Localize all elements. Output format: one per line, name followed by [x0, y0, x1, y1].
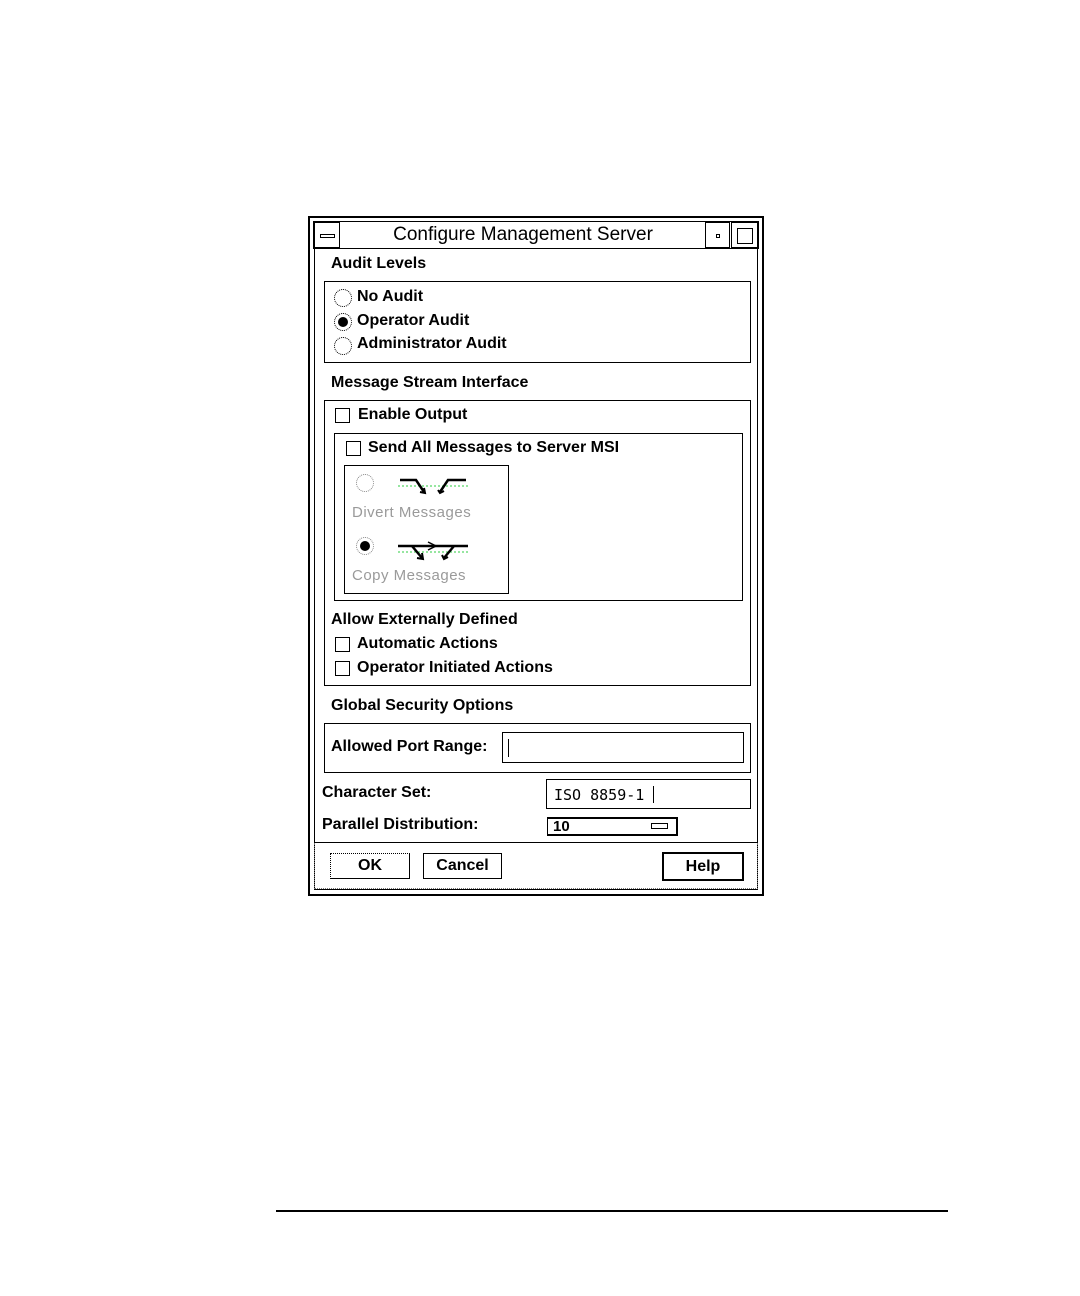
administrator-audit-radio[interactable]: [334, 337, 352, 355]
no-audit-radio[interactable]: [334, 289, 352, 307]
send-all-label[interactable]: Send All Messages to Server MSI: [368, 439, 620, 456]
copy-messages-icon: [398, 540, 468, 562]
maximize-icon: [737, 228, 753, 244]
operator-audit-radio[interactable]: [334, 313, 352, 331]
audit-levels-label: Audit Levels: [331, 255, 427, 272]
text-cursor-icon: [653, 786, 654, 803]
character-set-input[interactable]: [546, 779, 751, 809]
minimize-button[interactable]: [705, 222, 730, 248]
parallel-distribution-value: 10: [553, 818, 570, 835]
ok-button[interactable]: OK: [330, 853, 410, 879]
maximize-button[interactable]: [731, 222, 758, 248]
window-title: Configure Management Server: [393, 224, 653, 245]
operator-initiated-actions-checkbox[interactable]: [335, 661, 350, 676]
copy-messages-label: Copy Messages: [352, 567, 467, 584]
allow-externally-defined-label: Allow Externally Defined: [331, 611, 518, 628]
global-security-label: Global Security Options: [331, 697, 514, 714]
character-set-label: Character Set:: [322, 784, 432, 801]
help-button[interactable]: Help: [662, 852, 744, 881]
character-set-value: ISO 8859-1: [554, 786, 645, 804]
page-footer-rule: [276, 1210, 948, 1212]
minimize-icon: [716, 234, 720, 238]
operator-initiated-actions-label[interactable]: Operator Initiated Actions: [357, 659, 553, 676]
parallel-distribution-label: Parallel Distribution:: [322, 816, 479, 833]
enable-output-checkbox[interactable]: [335, 408, 350, 423]
automatic-actions-checkbox[interactable]: [335, 637, 350, 652]
divert-messages-radio[interactable]: [356, 474, 374, 492]
window-menu-button[interactable]: [314, 222, 340, 248]
automatic-actions-label[interactable]: Automatic Actions: [357, 635, 498, 652]
no-audit-label[interactable]: No Audit: [357, 288, 424, 305]
send-all-checkbox[interactable]: [346, 441, 361, 456]
divert-messages-icon: [398, 478, 468, 498]
msi-section-label: Message Stream Interface: [331, 374, 529, 391]
allowed-port-range-label: Allowed Port Range:: [331, 738, 488, 755]
option-menu-icon: [651, 823, 668, 829]
cancel-button[interactable]: Cancel: [423, 853, 502, 879]
operator-audit-label[interactable]: Operator Audit: [357, 312, 470, 329]
window-menu-icon: [320, 234, 335, 238]
divert-messages-label: Divert Messages: [352, 504, 472, 521]
text-cursor-icon: [508, 739, 509, 757]
enable-output-label[interactable]: Enable Output: [358, 406, 468, 423]
allowed-port-range-input[interactable]: [502, 732, 744, 763]
administrator-audit-label[interactable]: Administrator Audit: [357, 335, 507, 352]
parallel-distribution-option-menu[interactable]: [547, 817, 678, 836]
copy-messages-radio[interactable]: [356, 537, 374, 555]
